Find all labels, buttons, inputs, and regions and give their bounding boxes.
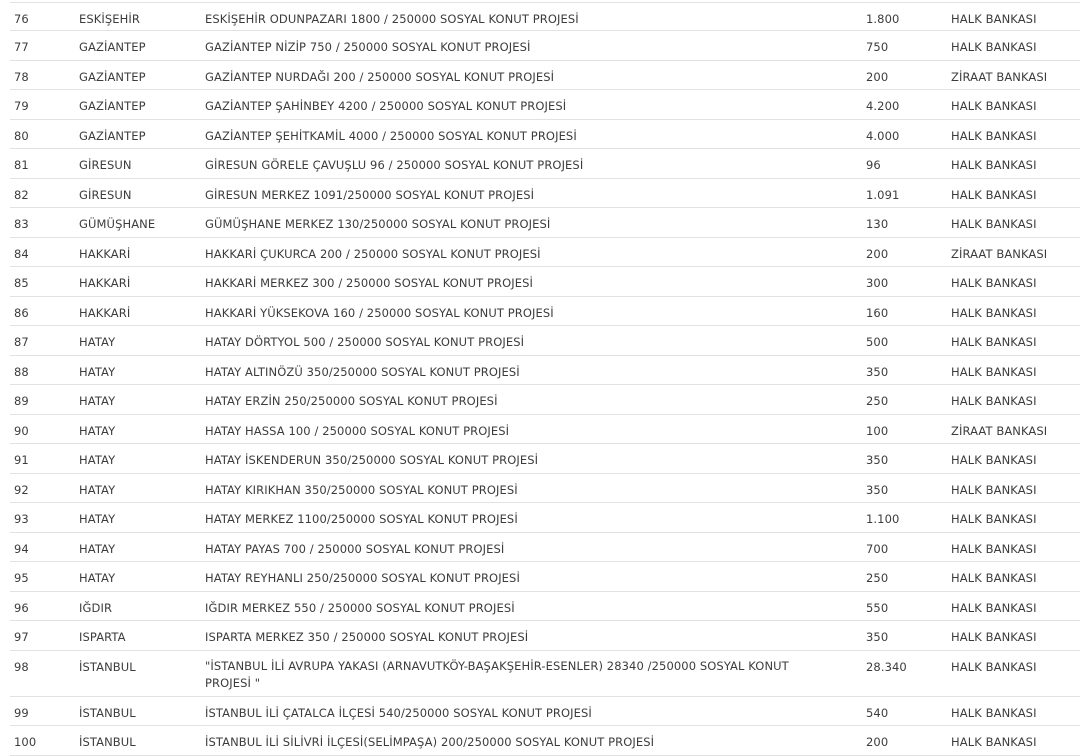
row-number: 78 <box>14 69 29 84</box>
table-row <box>10 61 1080 91</box>
housing-count-cell: 1.091 <box>866 187 900 202</box>
row-number: 89 <box>14 394 29 408</box>
table-row <box>10 726 1080 756</box>
project-name-cell: GİRESUN MERKEZ 1091/250000 SOSYAL KONUT PROJESİ <box>205 187 535 202</box>
bank-cell: HALK BANKASI <box>951 482 1037 497</box>
table-row <box>10 238 1080 268</box>
table-row <box>10 2 1080 31</box>
city-cell: HAKKARİ <box>79 276 131 290</box>
table-row <box>10 592 1080 622</box>
project-name-cell: HAKKARİ MERKEZ 300 / 250000 SOSYAL KONUT PROJESİ <box>205 276 534 290</box>
table-row <box>10 90 1080 120</box>
city-cell: HAKKARİ <box>79 305 131 320</box>
project-name-cell: IĞDIR MERKEZ 550 / 250000 SOSYAL KONUT PROJESİ <box>205 600 515 615</box>
project-name-cell: ISPARTA MERKEZ 350 / 250000 SOSYAL KONUT PROJESİ <box>205 630 529 644</box>
project-name-cell: GAZİANTEP ŞAHİNBEY 4200 / 250000 SOSYAL KONUT PROJESİ <box>205 99 567 113</box>
housing-count-cell: 250 <box>866 394 889 408</box>
housing-count-cell: 200 <box>866 246 889 261</box>
row-number: 83 <box>14 217 29 231</box>
housing-count-cell: 350 <box>866 364 889 379</box>
bank-cell: HALK BANKASI <box>951 305 1037 320</box>
housing-count-cell: 500 <box>866 335 889 349</box>
city-cell: HATAY <box>79 364 116 379</box>
bank-cell: HALK BANKASI <box>951 453 1037 467</box>
table-row <box>10 31 1080 61</box>
table-row <box>10 267 1080 297</box>
row-number: 91 <box>14 453 29 467</box>
project-name-cell: HATAY DÖRTYOL 500 / 250000 SOSYAL KONUT PROJESİ <box>205 335 525 349</box>
city-cell: GÜMÜŞHANE <box>79 217 156 231</box>
bank-cell: HALK BANKASI <box>951 128 1037 143</box>
bank-cell: HALK BANKASI <box>951 541 1037 556</box>
row-number: 80 <box>14 128 29 143</box>
project-name-cell: HATAY KIRIKHAN 350/250000 SOSYAL KONUT PROJESİ <box>205 482 518 497</box>
row-number: 82 <box>14 187 29 202</box>
row-number: 95 <box>14 571 29 585</box>
city-cell: GAZİANTEP <box>79 40 146 54</box>
bank-cell: HALK BANKASI <box>951 571 1037 585</box>
housing-count-cell: 100 <box>866 423 889 438</box>
city-cell: HATAY <box>79 335 116 349</box>
housing-count-cell: 4.200 <box>866 99 900 113</box>
row-number: 94 <box>14 541 29 556</box>
table-row <box>10 356 1080 386</box>
bank-cell: ZİRAAT BANKASI <box>951 246 1048 261</box>
project-name-cell: GİRESUN GÖRELE ÇAVUŞLU 96 / 250000 SOSYAL KONUT PROJESİ <box>205 158 584 172</box>
bank-cell: HALK BANKASI <box>951 335 1037 349</box>
row-number: 98 <box>14 659 29 674</box>
bank-cell: ZİRAAT BANKASI <box>951 423 1048 438</box>
project-name-cell: GAZİANTEP ŞEHİTKAMİL 4000 / 250000 SOSYAL KONUT PROJESİ <box>205 128 577 143</box>
row-number: 77 <box>14 40 29 54</box>
project-name-cell: HATAY İSKENDERUN 350/250000 SOSYAL KONUT PROJESİ <box>205 453 539 467</box>
row-number: 81 <box>14 158 29 172</box>
project-name-cell: HATAY MERKEZ 1100/250000 SOSYAL KONUT PROJESİ <box>205 512 518 526</box>
housing-count-cell: 28.340 <box>866 659 907 674</box>
city-cell: HATAY <box>79 394 116 408</box>
housing-count-cell: 350 <box>866 630 889 644</box>
project-name-cell: GÜMÜŞHANE MERKEZ 130/250000 SOSYAL KONUT PROJESİ <box>205 217 551 231</box>
bank-cell: HALK BANKASI <box>951 12 1037 26</box>
bank-cell: HALK BANKASI <box>951 40 1037 54</box>
city-cell: HATAY <box>79 482 116 497</box>
city-cell: GAZİANTEP <box>79 69 146 84</box>
table-row <box>10 149 1080 179</box>
city-cell: HATAY <box>79 453 116 467</box>
table-row <box>10 326 1080 356</box>
city-cell: GİRESUN <box>79 158 132 172</box>
project-name-cell: HAKKARİ ÇUKURCA 200 / 250000 SOSYAL KONUT PROJESİ <box>205 246 541 261</box>
project-name-cell: HAKKARİ YÜKSEKOVA 160 / 250000 SOSYAL KONUT PROJESİ <box>205 305 554 320</box>
bank-cell: HALK BANKASI <box>951 600 1037 615</box>
bank-cell: HALK BANKASI <box>951 217 1037 231</box>
project-name-cell: HATAY PAYAS 700 / 250000 SOSYAL KONUT PROJESİ <box>205 541 505 556</box>
table-row <box>10 444 1080 474</box>
row-number: 100 <box>14 735 37 749</box>
bank-cell: HALK BANKASI <box>951 512 1037 526</box>
city-cell: ISPARTA <box>79 630 126 644</box>
project-name-cell: "İSTANBUL İLİ AVRUPA YAKASI (ARNAVUTKÖY-BAŞAKŞEHİR-ESENLER) 28340 /250000 SOSYAL KONUT PROJESİ " <box>205 658 789 690</box>
bank-cell: HALK BANKASI <box>951 158 1037 172</box>
row-number: 96 <box>14 600 29 615</box>
bank-cell: HALK BANKASI <box>951 99 1037 113</box>
project-name-cell: HATAY REYHANLI 250/250000 SOSYAL KONUT PROJESİ <box>205 571 520 585</box>
project-table <box>10 0 1080 756</box>
row-number: 85 <box>14 276 29 290</box>
city-cell: HAKKARİ <box>79 246 131 261</box>
project-name-cell: HATAY HASSA 100 / 250000 SOSYAL KONUT PROJESİ <box>205 423 510 438</box>
city-cell: GAZİANTEP <box>79 128 146 143</box>
bank-cell: HALK BANKASI <box>951 394 1037 408</box>
table-row <box>10 697 1080 727</box>
city-cell: IĞDIR <box>79 600 113 615</box>
housing-count-cell: 200 <box>866 735 889 749</box>
housing-count-cell: 750 <box>866 40 889 54</box>
project-name-cell: GAZİANTEP NURDAĞI 200 / 250000 SOSYAL KONUT PROJESİ <box>205 69 555 84</box>
bank-cell: HALK BANKASI <box>951 735 1037 749</box>
table-row <box>10 503 1080 533</box>
housing-count-cell: 1.800 <box>866 12 900 26</box>
row-number: 84 <box>14 246 29 261</box>
table-row <box>10 562 1080 592</box>
bank-cell: ZİRAAT BANKASI <box>951 69 1048 84</box>
row-number: 88 <box>14 364 29 379</box>
table-row <box>10 208 1080 238</box>
project-name-cell: ESKİŞEHİR ODUNPAZARI 1800 / 250000 SOSYAL KONUT PROJESİ <box>205 12 579 26</box>
housing-count-cell: 250 <box>866 571 889 585</box>
housing-count-cell: 96 <box>866 158 881 172</box>
housing-count-cell: 130 <box>866 217 889 231</box>
table-row <box>10 120 1080 150</box>
housing-count-cell: 300 <box>866 276 889 290</box>
row-number: 86 <box>14 305 29 320</box>
row-number: 97 <box>14 630 29 644</box>
table-row <box>10 621 1080 651</box>
bank-cell: HALK BANKASI <box>951 276 1037 290</box>
housing-count-cell: 200 <box>866 69 889 84</box>
row-number: 92 <box>14 482 29 497</box>
table-row <box>10 179 1080 209</box>
bank-cell: HALK BANKASI <box>951 187 1037 202</box>
table-row <box>10 385 1080 415</box>
city-cell: HATAY <box>79 512 116 526</box>
city-cell: İSTANBUL <box>79 705 136 720</box>
city-cell: HATAY <box>79 541 116 556</box>
table-row <box>10 297 1080 327</box>
bank-cell: HALK BANKASI <box>951 630 1037 644</box>
housing-count-cell: 350 <box>866 453 889 467</box>
city-cell: İSTANBUL <box>79 659 136 674</box>
table-row <box>10 474 1080 504</box>
row-number: 79 <box>14 99 29 113</box>
table-row <box>10 415 1080 445</box>
bank-cell: HALK BANKASI <box>951 659 1037 674</box>
city-cell: GİRESUN <box>79 187 132 202</box>
row-number: 93 <box>14 512 29 526</box>
project-name-cell: GAZİANTEP NİZİP 750 / 250000 SOSYAL KONUT PROJESİ <box>205 40 531 54</box>
row-number: 90 <box>14 423 29 438</box>
housing-count-cell: 550 <box>866 600 889 615</box>
project-name-cell: HATAY ALTINÖZÜ 350/250000 SOSYAL KONUT PROJESİ <box>205 364 520 379</box>
city-cell: İSTANBUL <box>79 735 136 749</box>
row-number: 76 <box>14 12 29 26</box>
city-cell: HATAY <box>79 423 116 438</box>
housing-count-cell: 700 <box>866 541 889 556</box>
table-row <box>10 651 1080 697</box>
city-cell: GAZİANTEP <box>79 99 146 113</box>
project-name-cell: HATAY ERZİN 250/250000 SOSYAL KONUT PROJESİ <box>205 394 498 408</box>
housing-count-cell: 1.100 <box>866 512 900 526</box>
row-number: 87 <box>14 335 29 349</box>
housing-count-cell: 4.000 <box>866 128 900 143</box>
project-name-cell: İSTANBUL İLİ ÇATALCA İLÇESİ 540/250000 SOSYAL KONUT PROJESİ <box>205 705 592 720</box>
housing-count-cell: 350 <box>866 482 889 497</box>
table-row <box>10 533 1080 563</box>
project-name-cell: İSTANBUL İLİ SİLİVRİ İLÇESİ(SELİMPAŞA) 200/250000 SOSYAL KONUT PROJESİ <box>205 735 655 749</box>
row-number: 99 <box>14 705 29 720</box>
city-cell: ESKİŞEHİR <box>79 12 140 26</box>
bank-cell: HALK BANKASI <box>951 364 1037 379</box>
bank-cell: HALK BANKASI <box>951 705 1037 720</box>
city-cell: HATAY <box>79 571 116 585</box>
housing-count-cell: 160 <box>866 305 889 320</box>
housing-count-cell: 540 <box>866 705 889 720</box>
